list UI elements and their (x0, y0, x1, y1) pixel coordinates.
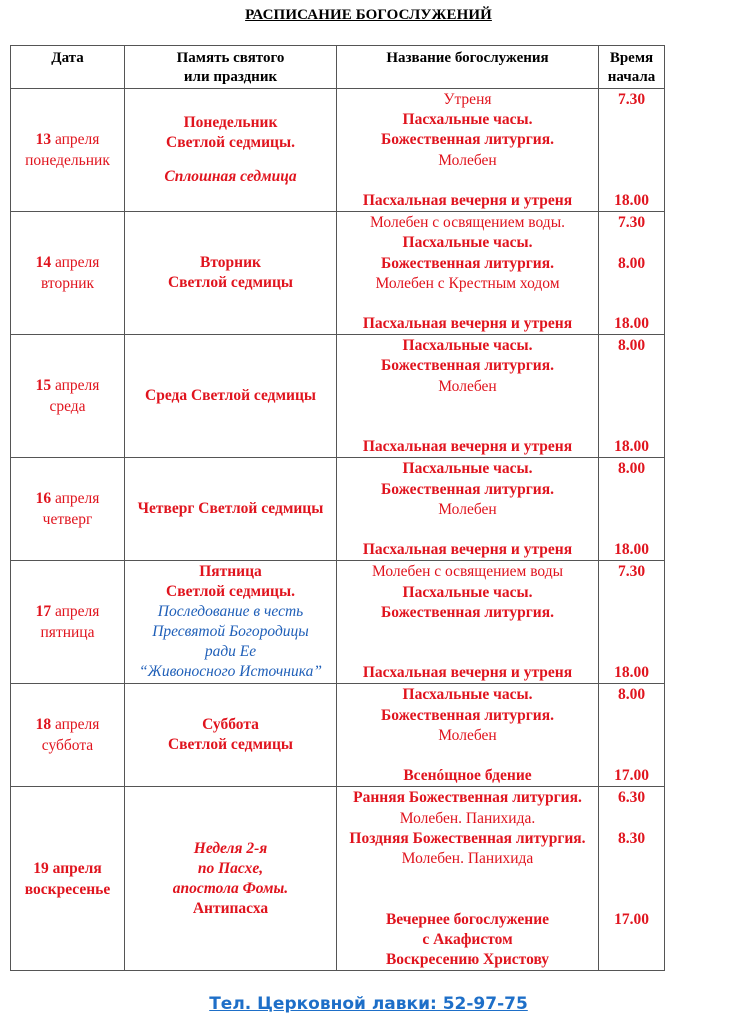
service-line: Божественная литургия. (381, 131, 554, 149)
feast-line: Светлой седмицы. (166, 134, 295, 152)
time-value (599, 171, 664, 191)
header-date: Дата (11, 46, 125, 89)
feast-line: Вторник (200, 254, 261, 272)
date-full: 19 апреля (33, 859, 102, 877)
table-row (11, 212, 665, 335)
time-value (599, 377, 664, 397)
date-cell (11, 212, 125, 335)
feast-cell (125, 684, 337, 787)
table-row (11, 458, 665, 561)
date-month: апреля (54, 131, 100, 149)
service-cell (337, 684, 599, 787)
time-value (599, 417, 664, 437)
service-line: Молебен с освящением воды. (370, 214, 565, 232)
time-value (599, 809, 664, 829)
time-value: 7.30 (617, 91, 646, 108)
date-weekday: суббота (41, 737, 94, 755)
service-line: Пасхальные часы. (402, 583, 533, 601)
service-line: Воскресению Христову (385, 950, 550, 968)
service-line: Божественная литургия. (381, 357, 554, 375)
service-line: Ранняя Божественная литургия. (353, 789, 582, 807)
service-line (337, 520, 598, 540)
time-value (599, 889, 664, 909)
time-cell (599, 212, 665, 335)
service-line (337, 417, 598, 437)
feast-cell (125, 458, 337, 561)
service-line: Божественная литургия. (381, 603, 554, 621)
time-value (599, 603, 664, 623)
date-cell (11, 561, 125, 684)
service-line: Всенóщное бдение (403, 767, 532, 785)
service-line: Поздняя Божественная литургия. (349, 829, 586, 847)
feast-line: по Пасхе, (197, 859, 264, 877)
time-cell (599, 787, 665, 971)
time-value: 18.00 (614, 541, 649, 559)
feast-line: Антипасха (192, 899, 269, 917)
feast-cell (125, 787, 337, 971)
header-row (11, 46, 665, 89)
time-value (599, 500, 664, 520)
date-cell (11, 335, 125, 458)
time-value (599, 110, 664, 130)
service-line: Молебен (438, 726, 497, 744)
date-month: апреля (54, 603, 100, 621)
time-cell (599, 561, 665, 684)
time-value (599, 520, 664, 540)
time-cell (599, 89, 665, 212)
time-value: 8.30 (617, 829, 646, 847)
time-value (599, 726, 664, 746)
table-row (11, 684, 665, 787)
feast-line: Среда Светлой седмицы (145, 387, 316, 405)
feast-cell (125, 89, 337, 212)
time-value: 8.00 (617, 337, 646, 355)
date-number: 17 (35, 603, 52, 621)
time-value (599, 356, 664, 376)
date-cell (11, 458, 125, 561)
date-number: 14 (35, 254, 52, 272)
time-value (599, 151, 664, 171)
time-cell (599, 335, 665, 458)
feast-cell (125, 212, 337, 335)
date-number: 18 (35, 716, 52, 734)
service-line: Молебен (438, 500, 497, 518)
service-line: Пасхальные часы. (402, 337, 533, 355)
time-value (599, 706, 664, 726)
service-line: Пасхальная вечерня и утреня (362, 541, 573, 559)
header-time-line1: Время (609, 50, 654, 66)
date-weekday: четверг (42, 511, 93, 529)
time-value: 8.00 (617, 460, 646, 478)
service-line (337, 643, 598, 663)
header-time (599, 46, 665, 89)
date-cell (11, 787, 125, 971)
time-cell (599, 684, 665, 787)
service-line (337, 889, 598, 909)
time-value: 7.30 (617, 214, 646, 232)
service-line: Молебен (438, 151, 497, 169)
time-value (599, 849, 664, 869)
service-line: Молебен с Крестным ходом (375, 274, 560, 292)
time-value: 8.00 (617, 686, 646, 704)
date-month: апреля (54, 490, 100, 508)
service-line: Божественная литургия. (381, 706, 554, 724)
date-month: апреля (54, 716, 100, 734)
service-line: Пасхальная вечерня и утреня (362, 438, 573, 456)
date-month: апреля (54, 254, 100, 272)
service-cell (337, 89, 599, 212)
date-weekday: понедельник (25, 152, 110, 170)
service-line: Божественная литургия. (381, 254, 554, 272)
time-value (599, 623, 664, 643)
service-cell (337, 787, 599, 971)
time-value (599, 746, 664, 766)
feast-line: апостола Фомы. (172, 879, 289, 897)
header-feast-line1: Память святого (176, 50, 285, 66)
date-number: 13 (35, 131, 52, 149)
feast-line: Светлой седмицы (167, 274, 294, 292)
feast-note-line: Последование в честь (157, 603, 304, 621)
service-line: Молебен с освящением воды (371, 563, 564, 581)
time-value: 18.00 (614, 315, 649, 333)
service-line: Божественная литургия. (381, 480, 554, 498)
service-line: Пасхальные часы. (402, 234, 533, 252)
time-value (599, 294, 664, 314)
time-value (599, 643, 664, 663)
date-number: 15 (35, 377, 52, 395)
time-value: 8.00 (617, 254, 646, 272)
feast-cell (125, 335, 337, 458)
feast-line: Неделя 2-я (193, 839, 268, 857)
service-cell (337, 458, 599, 561)
time-value (599, 480, 664, 500)
header-feast (125, 46, 337, 89)
service-line: Вечернее богослужение (385, 910, 550, 928)
date-month: апреля (54, 377, 100, 395)
service-line: Пасхальные часы. (402, 686, 533, 704)
time-value (599, 233, 664, 253)
table-row (11, 89, 665, 212)
time-value (599, 583, 664, 603)
service-cell (337, 335, 599, 458)
service-line (337, 623, 598, 643)
feast-cell (125, 561, 337, 684)
service-line: Пасхальная вечерня и утреня (362, 191, 573, 209)
time-cell (599, 458, 665, 561)
date-weekday: среда (49, 398, 86, 416)
service-cell (337, 212, 599, 335)
time-value (599, 869, 664, 889)
schedule-table (10, 45, 665, 971)
table-row (11, 787, 665, 971)
time-value: 18.00 (614, 438, 649, 456)
phone-contact: Тел. Церковной лавки: 52-97-75 (209, 994, 528, 1014)
feast-note-line: ради Ее (204, 643, 257, 661)
time-value: 18.00 (614, 191, 649, 209)
feast-line: Светлой седмицы (167, 736, 294, 754)
service-line (337, 397, 598, 417)
feast-line: Суббота (202, 716, 259, 734)
date-weekday: вторник (40, 275, 95, 293)
header-service: Название богослужения (337, 46, 599, 89)
date-weekday: воскресенье (24, 880, 111, 898)
feast-line: Сплошная седмица (164, 168, 297, 186)
feast-line: Светлой седмицы. (166, 583, 295, 601)
date-cell (11, 89, 125, 212)
service-line: Молебен. Панихида. (399, 809, 536, 827)
time-value (599, 274, 664, 294)
time-value (599, 397, 664, 417)
feast-note-line: “Живоносного Источника” (139, 663, 322, 681)
time-value: 18.00 (614, 664, 649, 682)
service-line (337, 869, 598, 889)
service-line: Молебен. Панихида (401, 849, 534, 867)
header-time-line2: начала (607, 69, 656, 85)
service-line: Пасхальная вечерня и утреня (362, 315, 573, 333)
feast-line: Четверг Светлой седмицы (137, 500, 324, 518)
date-weekday: пятница (40, 624, 95, 642)
time-value: 17.00 (614, 910, 649, 928)
table-row (11, 335, 665, 458)
feast-line: Пятница (199, 563, 262, 581)
time-value (599, 130, 664, 150)
service-line (337, 294, 598, 314)
table-row (11, 561, 665, 684)
service-cell (337, 561, 599, 684)
date-number: 16 (35, 490, 52, 508)
feast-line: Понедельник (183, 114, 278, 132)
feast-note-line: Пресвятой Богородицы (152, 623, 309, 641)
service-line (337, 171, 598, 191)
page-title: РАСПИСАНИЕ БОГОСЛУЖЕНИЙ (245, 7, 492, 23)
service-line: Молебен (438, 377, 497, 395)
service-line: Пасхальная вечерня и утреня (362, 664, 573, 682)
service-line: Пасхальные часы. (402, 460, 533, 478)
service-line (337, 746, 598, 766)
time-value: 6.30 (617, 789, 646, 807)
service-line: Утреня (443, 91, 492, 108)
time-value: 17.00 (614, 767, 649, 785)
service-line: с Акафистом (422, 930, 513, 948)
header-feast-line2: или праздник (183, 69, 278, 85)
time-value: 7.30 (617, 563, 646, 581)
date-cell (11, 684, 125, 787)
service-line: Пасхальные часы. (402, 111, 533, 129)
